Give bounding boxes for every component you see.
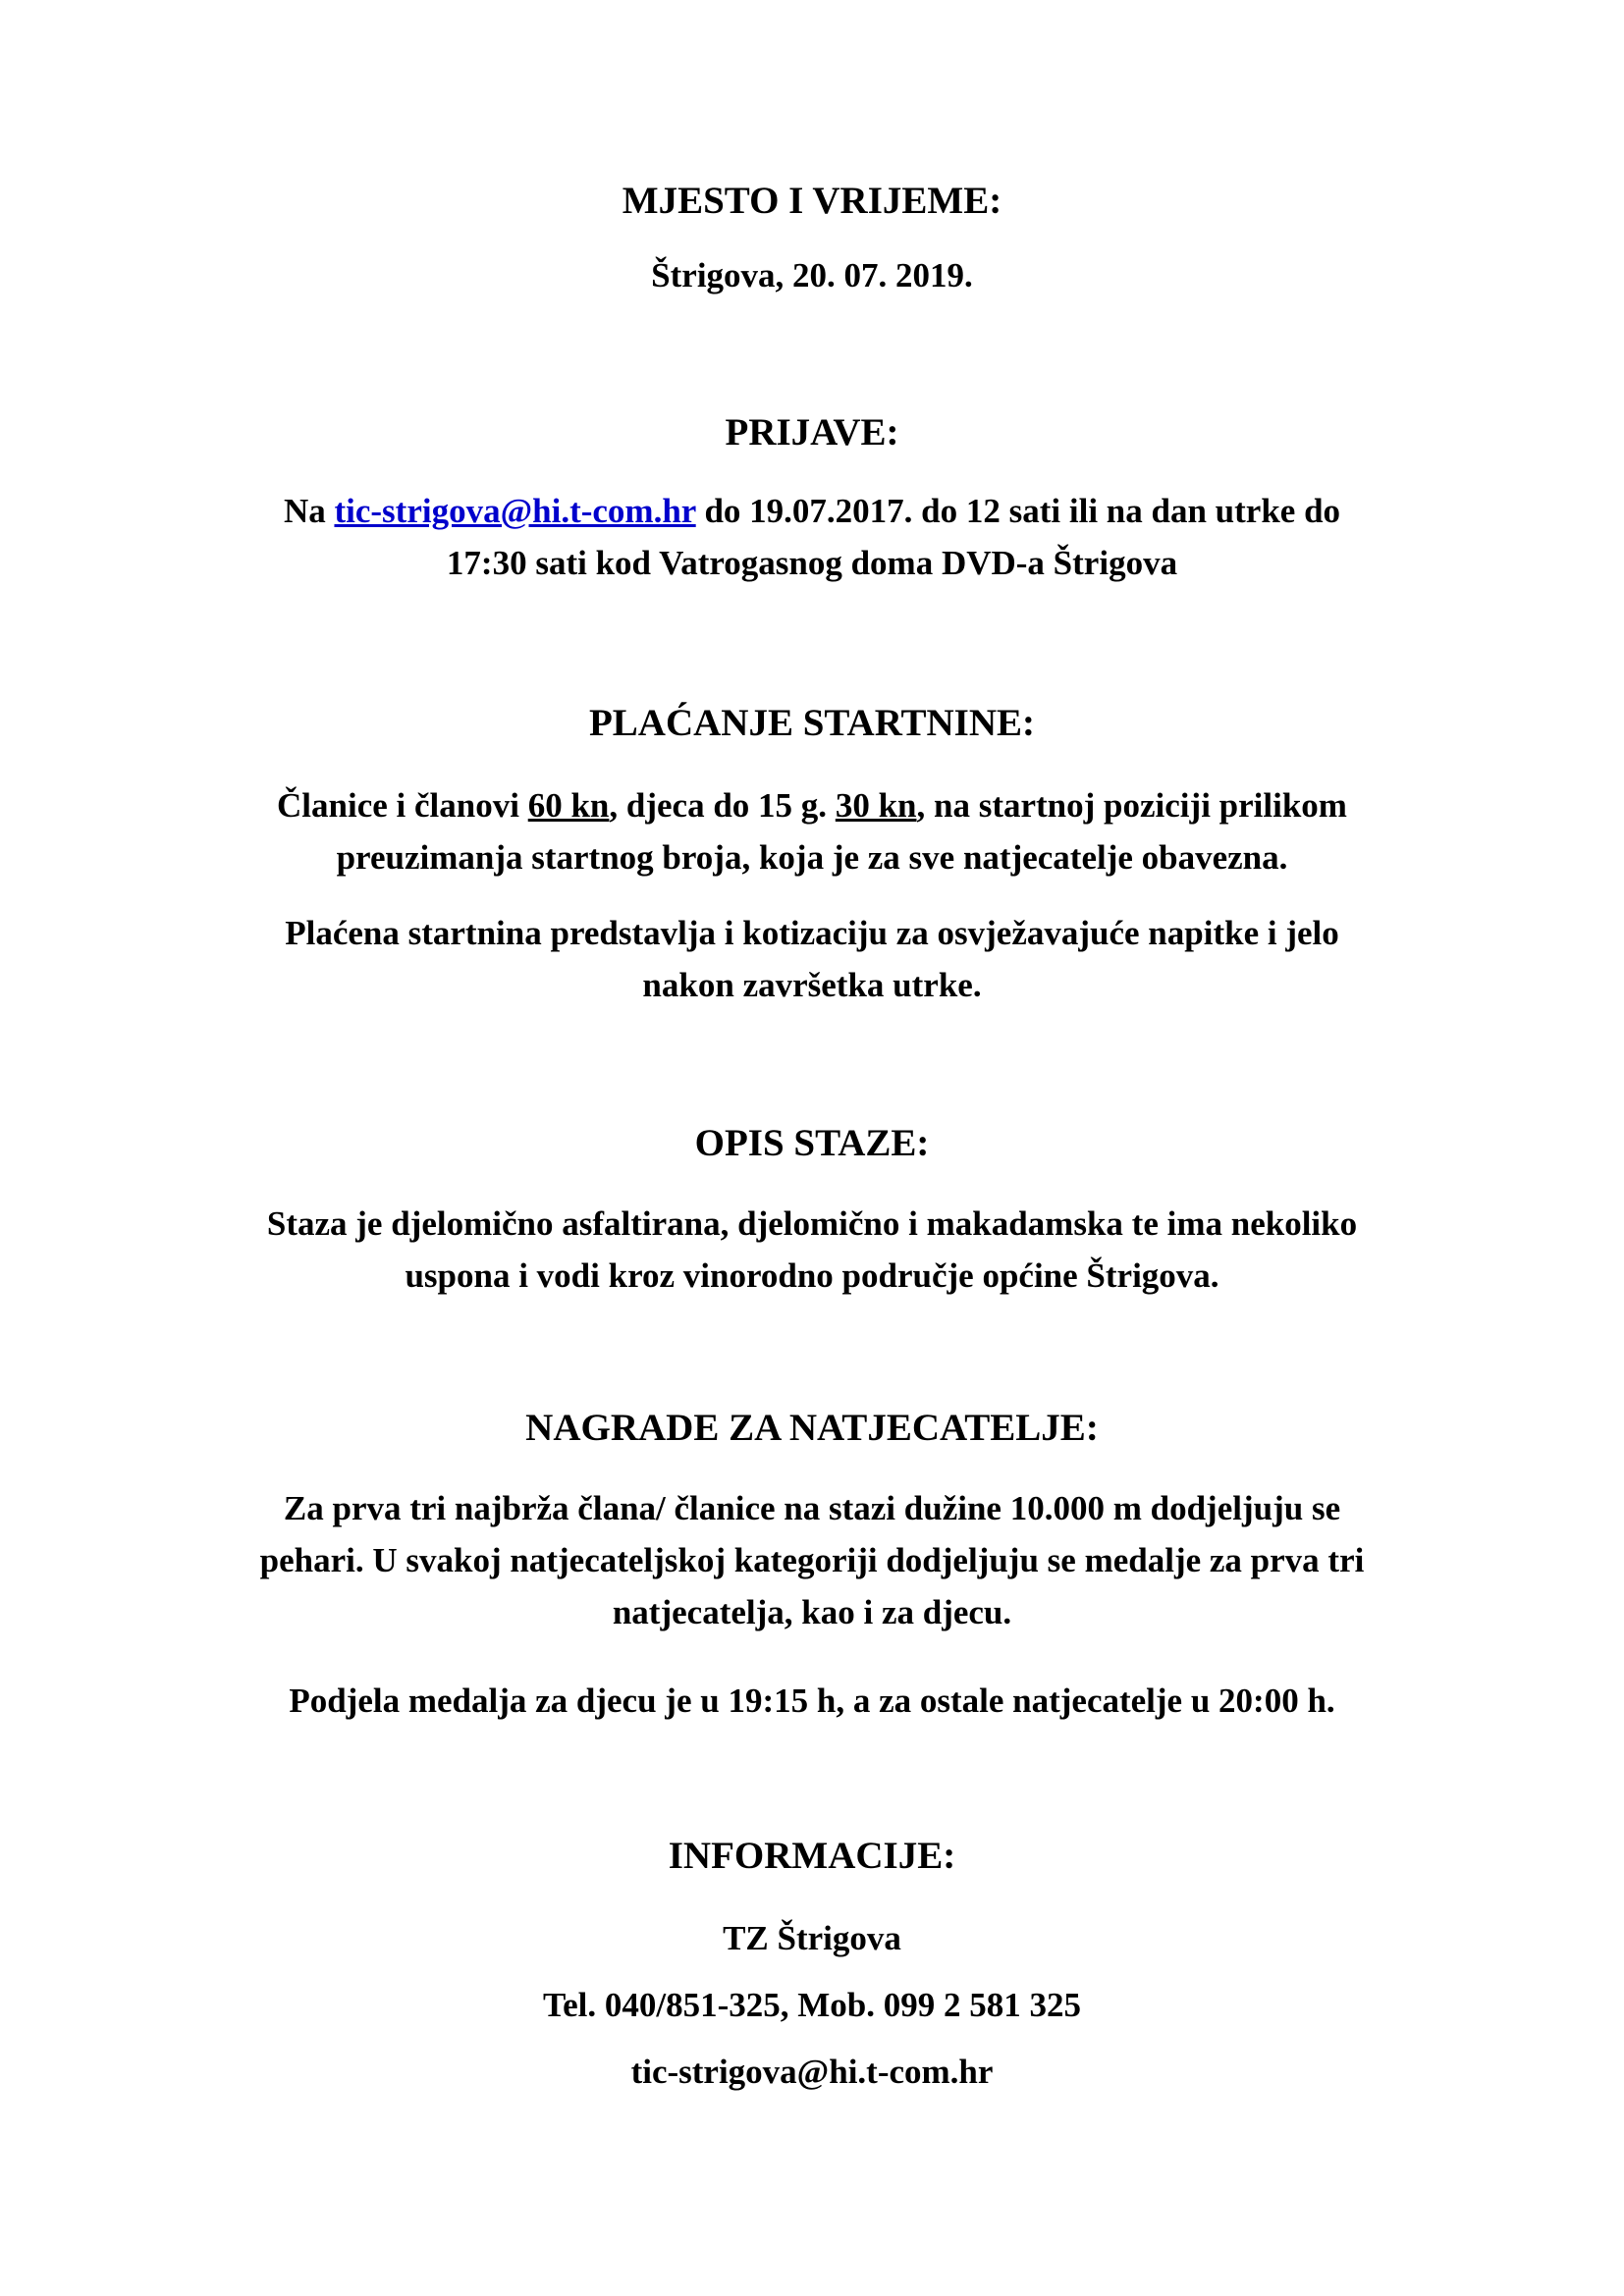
registration-post: do 19.07.2017. do 12 sati ili na dan utrke do	[695, 492, 1341, 530]
awards-line-4: Podjela medalja za djecu je u 19:15 h, a za ostale natjecatelje u 20:00 h.	[289, 1682, 1335, 1720]
section-course	[147, 1119, 1477, 1168]
heading-place-time: MJESTO I VRIJEME:	[622, 180, 1002, 222]
section-fee-note	[147, 907, 1477, 1011]
heading-registration: PRIJAVE:	[725, 411, 899, 454]
section-fee	[147, 699, 1477, 748]
section-course-body	[147, 1198, 1477, 1302]
fee-note-line-2: nakon završetka utrke.	[642, 966, 982, 1004]
fee-children: , djeca do 15 g.	[609, 786, 836, 825]
section-info-org	[147, 1912, 1477, 1964]
heading-fee: PLAĆANJE STARTNINE:	[588, 702, 1036, 744]
heading-awards: NAGRADE ZA NATJECATELJE:	[525, 1407, 1099, 1449]
info-email: tic-strigova@hi.t-com.hr	[630, 2053, 994, 2091]
fee-location: , na startnoj poziciji prilikom	[916, 786, 1347, 825]
section-registration-body	[147, 485, 1477, 589]
registration-line-2: 17:30 sati kod Vatrogasnog doma DVD-a Štrigova	[446, 544, 1178, 582]
section-info	[147, 1832, 1477, 1881]
section-awards-body	[147, 1482, 1477, 1638]
info-organization: TZ Štrigova	[723, 1919, 901, 1957]
heading-info: INFORMACIJE:	[668, 1835, 956, 1877]
section-fee-body	[147, 779, 1477, 883]
registration-pre: Na	[283, 492, 335, 530]
fee-members: Članice i članovi	[277, 786, 528, 825]
fee-note-line-1: Plaćena startnina predstavlja i kotizaciju za osvježavajuće napitke i jelo	[285, 914, 1339, 952]
fee-price-child: 30 kn	[835, 786, 917, 825]
info-phone: Tel. 040/851-325, Mob. 099 2 581 325	[542, 1986, 1082, 2024]
section-place-time	[147, 177, 1477, 226]
course-line-1: Staza je djelomično asfaltirana, djelomično i makadamska te ima nekoliko	[266, 1204, 1358, 1243]
fee-line-1	[147, 779, 1477, 831]
section-place-time-body	[147, 249, 1477, 301]
registration-email-link[interactable]: tic-strigova@hi.t-com.hr	[334, 492, 696, 530]
section-info-phone	[147, 1979, 1477, 2031]
fee-line-2: preuzimanja startnog broja, koja je za sve natjecatelje obavezna.	[336, 838, 1288, 877]
heading-course: OPIS STAZE:	[694, 1122, 930, 1164]
awards-line-2: pehari. U svakoj natjecateljskoj kategoriji dodjeljuju se medalje za prva tri	[259, 1541, 1365, 1579]
course-line-2: uspona i vodi kroz vinorodno područje općine Štrigova.	[405, 1256, 1219, 1295]
awards-line-3: natjecatelja, kao i za djecu.	[612, 1593, 1012, 1631]
awards-line-1: Za prva tri najbrža člana/ članice na stazi dužine 10.000 m dodjeljuju se	[283, 1489, 1341, 1527]
section-info-email	[147, 2046, 1477, 2098]
place-date-line: Štrigova, 20. 07. 2019.	[651, 256, 973, 294]
section-awards	[147, 1404, 1477, 1453]
fee-price-adult: 60 kn	[527, 786, 610, 825]
section-registration	[147, 408, 1477, 457]
registration-line-1	[147, 485, 1477, 537]
section-awards-times	[147, 1675, 1477, 1727]
